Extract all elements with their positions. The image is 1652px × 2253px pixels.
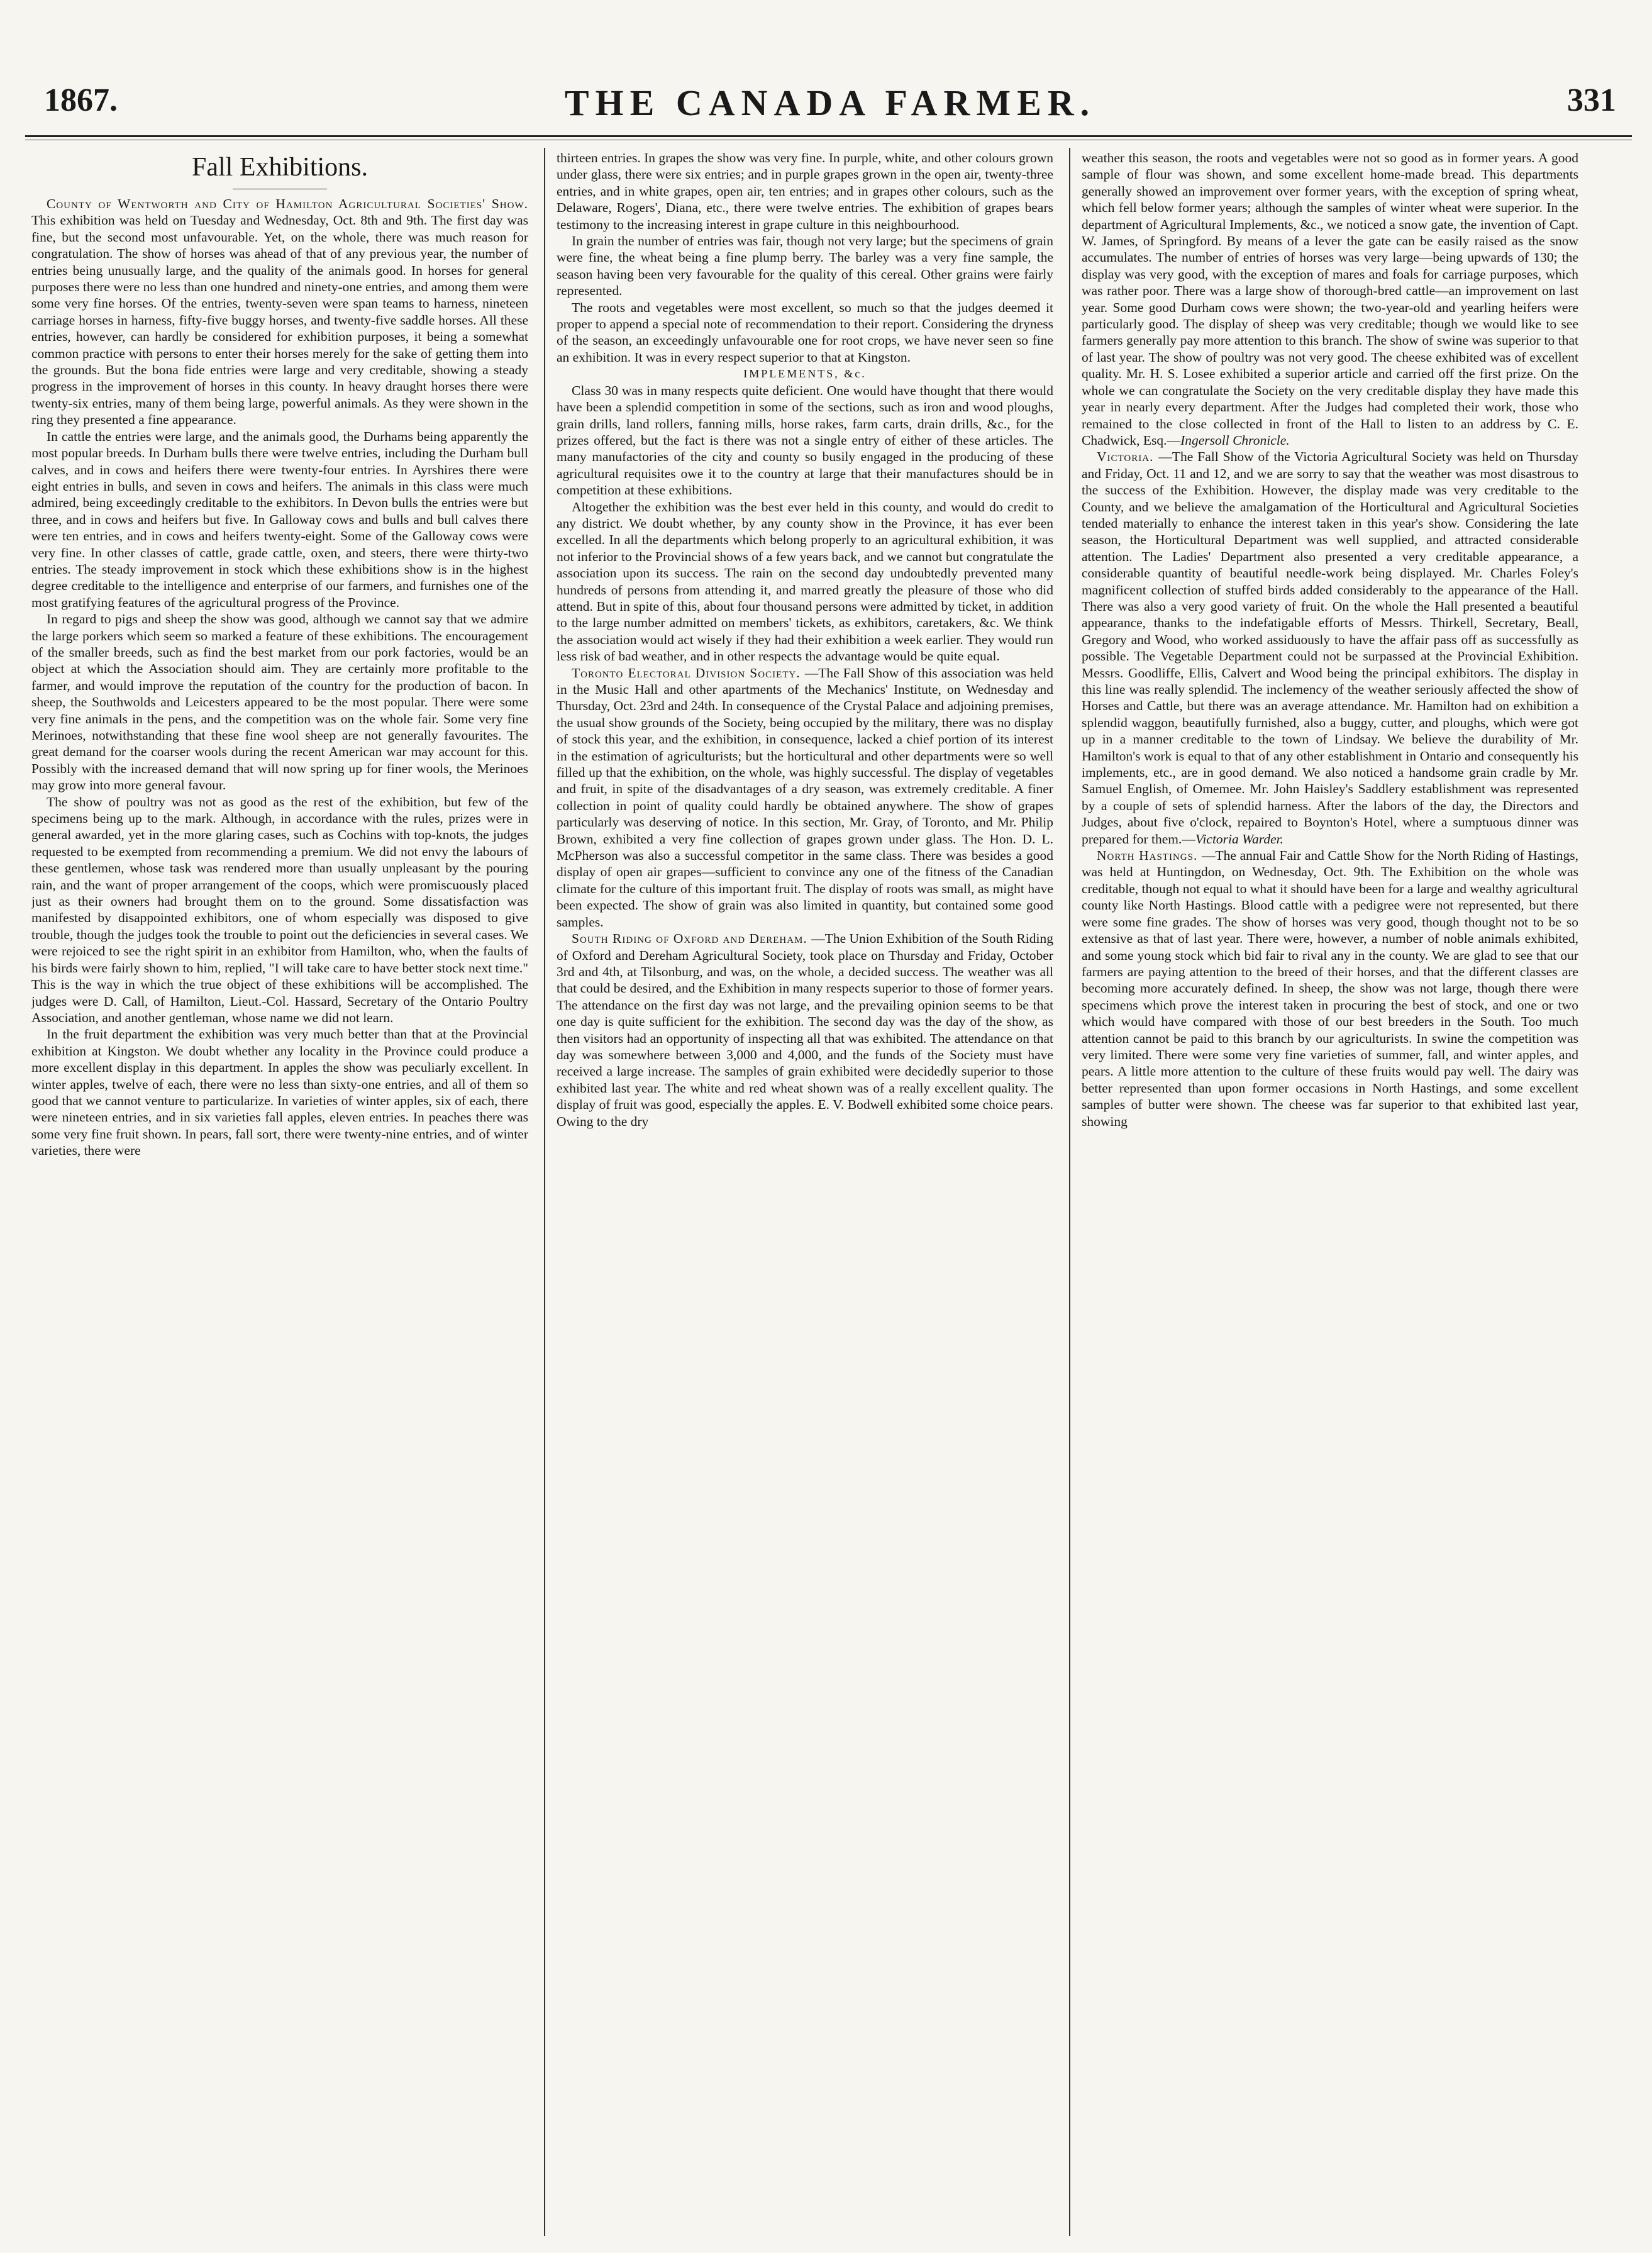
paragraph-text: —The Fall Show of this association was held in the Music Hall and other apartments of the Mechanics' Institute, on Wednesday and Thursday, Oct. 23rd and 24th. In consequence of the Crystal Palace and adjoining premises, the usual show grounds of the Society, being occupied by the military, there was no display of stock this year, and the exhibition, in consequence, lacked a chief portion of its interest in the estimation of agriculturists; but the horticultural and other departments were so well filled up that the exhibition, on the whole, was highly successful. The display of vegetables and fruit, in spite of the disadvantages of a dry season, was extremely creditable. A finer collection in point of quality could hardly be obtained anywhere. The show of grapes particularly was deserving of notice. In this section, Mr. Gray, of Toronto, and Mr. Philip Brown, exhibited a very fine collection of grapes grown under glass. The Hon. D. L. McPherson was also a successful competitor in the same class. There was besides a good display of open air grapes—sufficient to convince any one of the fitness of the Canadian climate for the culture of this important fruit. The display of roots was small, as might have been expected. The show of grain was also limited in quantity, but contained some good samples. [557, 665, 1053, 930]
masthead [44, 82, 1616, 132]
paragraph-text: This exhibition was held on Tuesday and Wednesday, Oct. 8th and 9th. The first day was fine, but the second most unfavourable. Yet, on the whole, there was much reason for congratulation. The show of horses was ahead of that of any previous year, the number of entries being unusually large, and the quality of the animals good. In horses for general purposes there were no less than one hundred and ninety-one entries, and among them were some very fine horses. Of the entries, twenty-seven were span teams to harness, nineteen carriage horses in harness, fifty-five buggy horses, and twenty-five saddle horses. All these entries, however, can hardly be considered for exhibition purposes, it being a somewhat common practice with persons to enter their horses merely for the sake of getting them into the grounds. But the bona fide entries were large and very creditable, showing a steady progress in the improvement of horses in this county. In heavy draught horses there were twenty-six entries, many of them being large, powerful animals. As they were shown in the ring they presented a fine appearance. [31, 213, 528, 428]
paragraph-text: The show of poultry was not as good as the rest of the exhibition, but few of the specimens being up to the mark. Although, in accordance with the rules, prizes were in general awarded, yet in the more glaring cases, such as Cochins with top-knots, the judges requested to be exempted from recommending a premium. We did not envy the labours of these gentlemen, whose task was rendered more than usually unpleasant by the pouring rain, and the want of proper arrangement of the coops, which were promiscuously placed just as their owners had brought them on to the ground. Some dissatisfaction was manifested by disappointed exhibitors, one of whom especially was disposed to give trouble, though the judges took the trouble to point out the deficiencies in several cases. We were rejoiced to see the right spirit in an exhibitor from Hamilton, who, when the faults of his birds were fairly shown to him, replied, "I will take care to have better stock next time." This is the way in which the true object of these exhibitions will be accomplished. The judges were D. Call, of Hamilton, Lieut.-Col. Hassard, Secretary of the Ontario Poultry Association, and another gentleman, whose name we did not learn. [31, 794, 528, 1025]
column-2 [557, 150, 1053, 2238]
column-3 [1082, 150, 1578, 2238]
article-paragraph [31, 1026, 528, 1159]
article-headline: Fall Exhibitions. [191, 153, 368, 182]
article-paragraph [31, 794, 528, 1026]
masthead-rule [25, 135, 1632, 137]
article-paragraph [31, 428, 528, 611]
paragraph-lead: North Hastings. [1097, 848, 1202, 864]
section-subhead: IMPLEMENTS, &c. [743, 367, 867, 381]
paragraph-text: The roots and vegetables were most excellent, so much so that the judges deemed it proper to append a special note of recommendation to their report. Considering the dryness of the season, an exceedingly unfavourable one for root crops, we have never seen so fine an exhibition. It was in every respect superior to that at Kingston. [557, 299, 1053, 365]
paragraph-text: In grain the number of entries was fair, though not very large; but the specimens of grain were fine, the wheat being a fine plump berry. The barley was a very fine sample, the season having been very favourable for the quality of this cereal. Other grains were fairly represented. [557, 233, 1053, 299]
paragraph-text: In cattle the entries were large, and the animals good, the Durhams being apparently the most popular breeds. In Durham bulls there were twelve entries, including the Durham bull calves, and in cows and heifers there were twenty-four entries. In Ayrshires there were eight entries in bulls, and seven in cows and heifers. The animals in this class were much admired, being exceedingly creditable to the exhibitors. In Devon bulls the entries were but three, and in cows and heifers but five. In Galloway cows and bulls and bull calves there were ten entries, and in cows and heifers twenty-eight. Some of the Galloway cows were very fine. In other classes of cattle, grade cattle, oxen, and steers, there were thirty-two entries. The steady improvement in stock which these exhibitions show is in the highest degree creditable to the intelligence and enterprise of our farmers, and furnishes one of the most gratifying features of the agricultural progress of the Province. [31, 428, 528, 610]
article-paragraph [557, 930, 1053, 1130]
paragraph-lead: Victoria. [1097, 449, 1159, 465]
paragraph-lead: South Riding of Oxford and Dereham. [572, 931, 812, 947]
paragraph-lead: County of Wentworth and City of Hamilton Agricultural Societies' Show. [47, 196, 528, 211]
column-1 [31, 150, 528, 2238]
article-paragraph [557, 382, 1053, 499]
article-paragraph [557, 233, 1053, 299]
paragraph-text: Class 30 was in many respects quite deficient. One would have thought that there would have been a splendid competition in some of the sections, such as iron and wood ploughs, grain drills, land rollers, fanning mills, horse rakes, farm carts, drain drills, &c., for the prizes offered, but the fact is there was not a single entry of either of these articles. The many manufactories of the city and county so busily engaged in the producing of these agricultural requisites owe it to the country at large that their manufactures should be in competition at these exhibitions. [557, 382, 1053, 498]
newspaper-title: THE CANADA FARMER. [564, 82, 1096, 123]
paragraph-text: —The annual Fair and Cattle Show for the North Riding of Hastings, was held at Huntingdon, on Wednesday, Oct. 9th. The Exhibition on the whole was creditable, though not equal to what it should have been for a large and wealthy agricultural county like North Hastings. Blood cattle with a pedigree were not represented, but there were some fine grades. The show of horses was very good, though thought not to be so extensive as that of last year. There were, however, a number of noble animals exhibited, and some young stock which bid fair to rival any in the county. We are glad to see that our farmers are paying attention to the breed of their horses, and that the different classes are becoming more accurately defined. In sheep, the show was not large, though there were specimens which prove the interest taken in procuring the best of stock, and one or two which would have compared with those of our best breeders in the South. Too much attention cannot be paid to this branch by our agriculturists. In swine the competition was very limited. There were some very fine varieties of summer, fall, and winter apples, and pears. A little more attention to the culture of these fruits would pay well. The dairy was better represented than upon former occasions in North Hastings, and some excellent samples of butter were shown. The cheese was far superior to that exhibited last year, showing [1082, 848, 1578, 1129]
source-credit: Ingersoll Chronicle. [1180, 432, 1290, 448]
article-paragraph [1082, 448, 1578, 847]
issue-year: 1867. [44, 82, 118, 118]
paragraph-text: weather this season, the roots and vegetables were not so good as in former years. A good sample of flour was shown, and some excellent home-made bread. This departments generally showed an improvement over former years, with the exception of spring wheat, which fell below former years; although the samples of winter wheat were superior. In the department of Agricultural Implements, &c., we noticed a snow gate, the invention of Capt. W. James, of Springford. By means of a lever the gate can be easily raised as the snow accumulates. The number of entries of horses was very large—being upwards of 130; the display was very good, with the exception of mares and foals for carriage purposes, which was rather poor. There was a large show of thorough-bred cattle—an improvement on last year. Some good Durham cows were shown; the two-year-old and yearling heifers were particularly good. The display of sheep was very creditable; though we would like to see farmers generally pay more attention to this branch. The show of swine was superior to that of last year. The show of poultry was not very good. The cheese exhibited was of excellent quality. Mr. H. S. Losee exhibited a superior article and carried off the first prize. On the whole we can congratulate the Society on the very creditable display they have made this year in nearly every department. After the Judges had completed their work, those who remained to the close collected in front of the Hall to listen to an address by C. E. Chadwick, Esq.— [1082, 150, 1578, 448]
article-paragraph [31, 611, 528, 793]
article-paragraph [557, 665, 1053, 931]
column-divider-1 [544, 148, 545, 2236]
paragraph-text: —The Fall Show of the Victoria Agricultural Society was held on Thursday and Friday, Oct. 11 and 12, and we are sorry to say that the weather was most disastrous to the success of the Exhibition. However, the display made was very creditable to the County, and we believe the amalgamation of the Horticultural and Agricultural Societies tended materially to enhance the interest taken in this year's show. Considering the late season, the Horticultural Department was well supplied, and attracted considerable attention. The Ladies' Department also presented a very creditable appearance, a considerable quantity of beautiful needle-work being displayed. Mr. Charles Foley's magnificent collection of stuffed birds added considerably to the appearance of the Hall. There was also a very good variety of fruit. On the whole the Hall presented a beautiful appearance, thanks to the indefatigable efforts of Messrs. Thirkell, Secretary, Beall, Gregory and Wood, who worked assiduously to have the affair pass off as successfully as possible. The Vegetable Department could not be surpassed at the Provincial Exhibition. Messrs. Goodliffe, Ellis, Calvert and Wood being the principal exhibitors. The display in this line was really splendid. The inclemency of the weather seriously affected the show of Horses and Cattle, but there was an average attendance. Mr. Hamilton had on exhibition a splendid waggon, beautifully furnished, also a buggy, cutter, and ploughs, which were got up in a manner creditable to the town of Lindsay. We believe the durability of Mr. Hamilton's work is equal to that of any other establishment in Ontario and consequently his implements, etc., are in good demand. We also noticed a handsome grain cradle by Mr. Samuel English, of Omemee. Mr. John Haisley's Saddlery establishment was represented by a couple of sets of splendid harness. After the labors of the day, the Directors and Judges, about five o'clock, repaired to Boynton's Hotel, where a sumptuous dinner was prepared for them.— [1082, 449, 1578, 847]
paragraph-text: —The Union Exhibition of the South Riding of Oxford and Dereham Agricultural Society, took place on Thursday and Friday, October 3rd and 4th, at Tilsonburg, and was, on the whole, a decided success. The weather was all that could be desired, and the Exhibition in many respects superior to those of former years. The attendance on the first day was not large, and the prevailing opinion seems to be that one day is quite sufficient for the exhibition. The second day was the day of the show, as then visitors had an opportunity of inspecting all that was exhibited. The attendance on that day was somewhere between 3,000 and 4,000, and the funds of the Society must have received a large increase. The samples of grain exhibited were decidedly superior to those exhibited last year. The white and red wheat shown was of a really excellent quality. The display of fruit was good, especially the apples. E. V. Bodwell exhibited some choice pears. Owing to the dry [557, 931, 1053, 1129]
source-credit: Victoria Warder. [1195, 831, 1284, 847]
paragraph-text: In regard to pigs and sheep the show was good, although we cannot say that we admire the large porkers which seem so marked a feature of these exhibitions. The encouragement of the smaller breeds, such as find the best market from our pork factories, would be an object at which the Association should aim. They are certainly more profitable to the farmer, and would improve the reputation of the country for the production of bacon. In sheep, the Southwolds and Leicesters appeared to be the most popular. There were some very fine animals in the pens, and the competition was on the whole fair. Some very fine Merinoes, notwithstanding that these fine wool sheep are not generally favourites. The great demand for the coarser wools during the recent American war may account for this. Possibly with the increased demand that will now spring up for finer wools, the Merinoes may grow into more general favour. [31, 611, 528, 793]
paragraph-text: In the fruit department the exhibition was very much better than that at the Provincial exhibition at Kingston. We doubt whether any locality in the Province could produce a more excellent display in this department. In apples the show was peculiarly excellent. In winter apples, twelve of each, there were no less than sixty-one entries, and all of them so good that we cannot venture to particularize. In varieties of winter apples, six of each, there were nineteen entries, and in six varieties fall apples, eleven entries. In peaches there was some very fine fruit shown. In pears, fall sort, there were twenty-nine entries, and of winter varieties, there were [31, 1026, 528, 1159]
article-paragraph [557, 499, 1053, 665]
article-paragraph [1082, 150, 1578, 448]
article-paragraph [1082, 847, 1578, 1130]
article-paragraph [557, 150, 1053, 233]
paragraph-text: thirteen entries. In grapes the show was very fine. In purple, white, and other colours grown under glass, there were six entries; and in purple grapes grown in the open air, twenty-three entries, and in white grapes, open air, ten entries; and in grapes other colours, such as the Delaware, Rogers', Diana, etc., there were twelve entries. The exhibition of grapes bears testimony to the increasing interest in grape culture in this neighbourhood. [557, 150, 1053, 232]
paragraph-text: Altogether the exhibition was the best ever held in this county, and would do credit to any district. We doubt whether, by any county show in the Province, it has ever been excelled. In all the departments which belong properly to an agricultural exhibition, it was not inferior to the Provincial shows of a few years back, and we cannot but congratulate the association upon its success. The rain on the second day undoubtedly prevented many hundreds of persons from attending it, and marred greatly the pleasure of those who did attend. But in spite of this, about four thousand persons were admitted by ticket, in addition to the large number admitted on members' tickets, as exhibitors, caretakers, &c. We think the association would act wisely if they had their exhibition a week earlier. They would run less risk of bad weather, and in other respects the advantage would be quite equal. [557, 499, 1053, 664]
article-paragraph [31, 196, 528, 428]
page-number: 331 [1567, 82, 1616, 118]
column-divider-2 [1069, 148, 1070, 2236]
article-paragraph [557, 299, 1053, 366]
paragraph-lead: Toronto Electoral Division Society. [572, 665, 805, 681]
